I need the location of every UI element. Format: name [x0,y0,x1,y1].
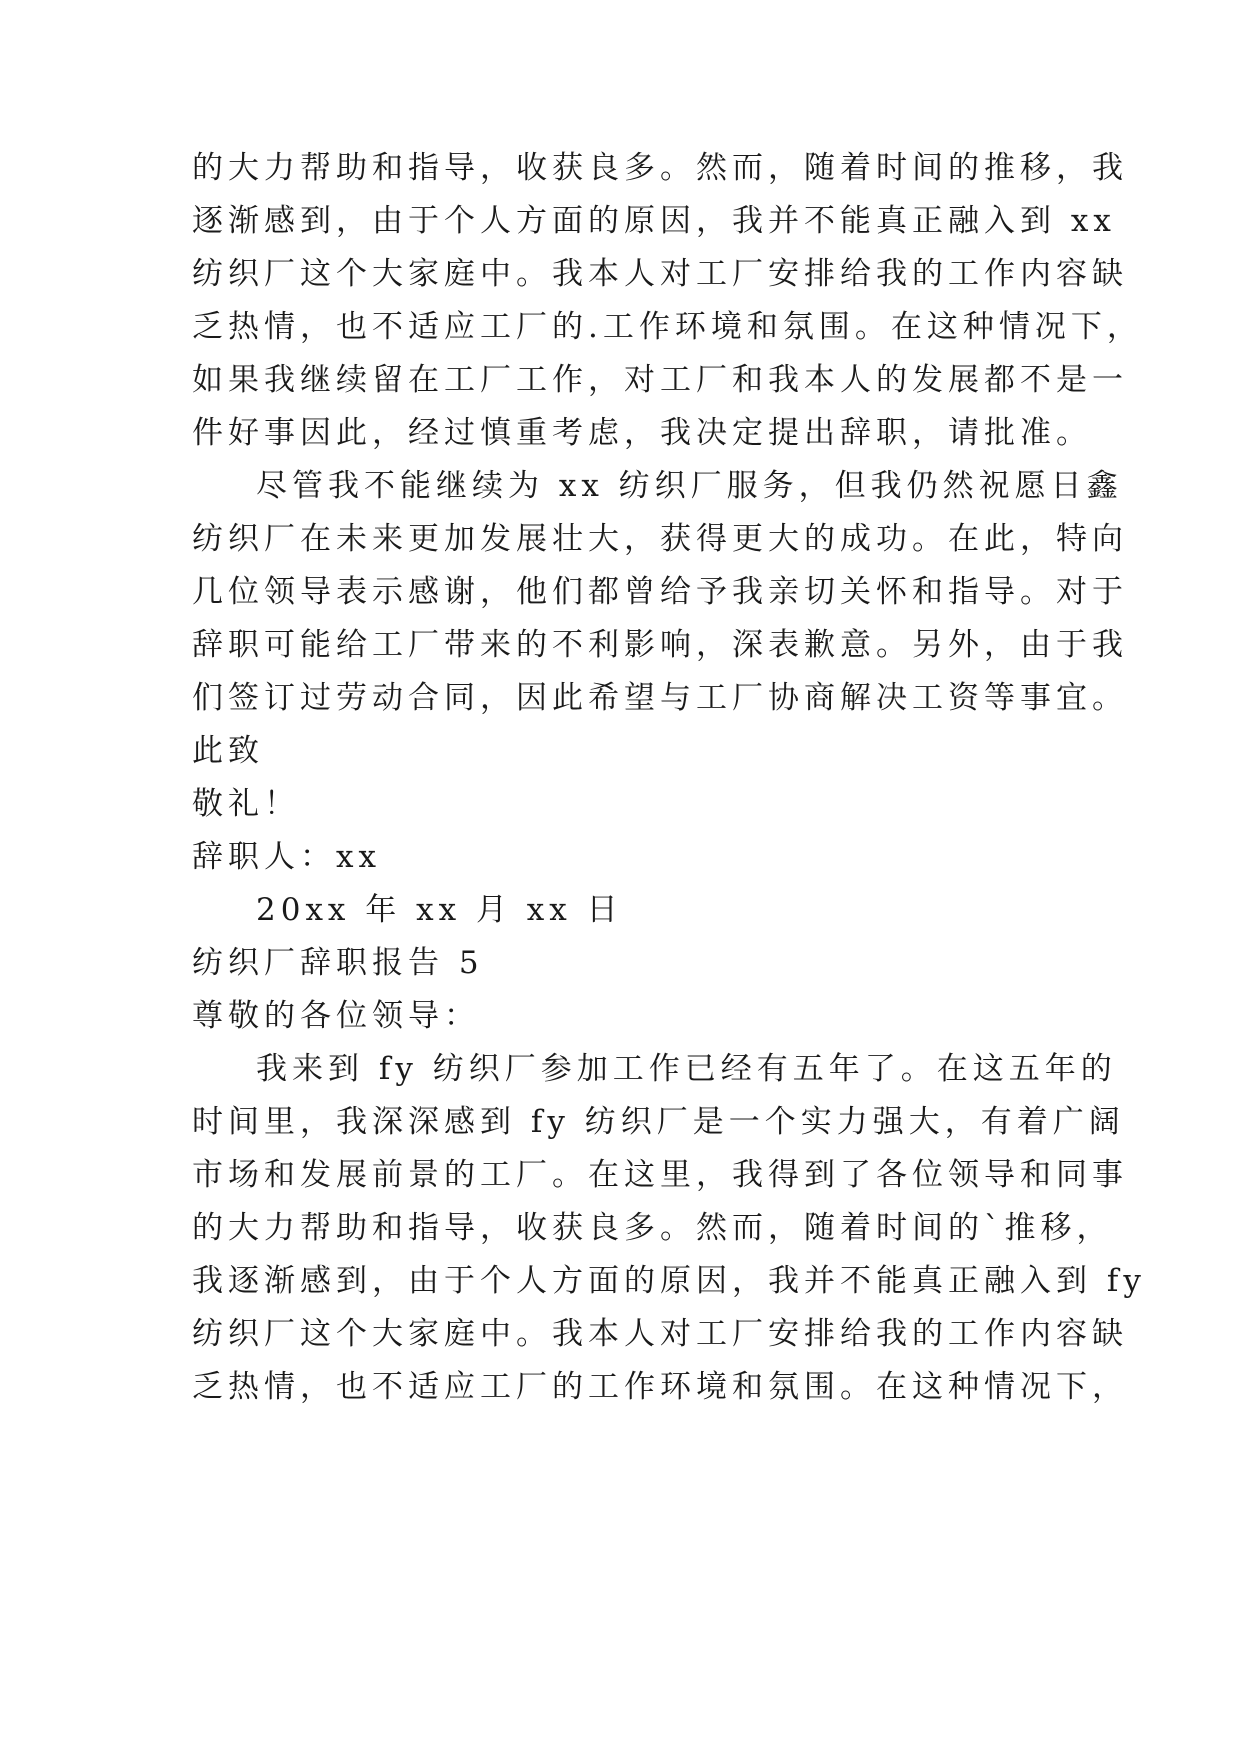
section-title: 纺织厂辞职报告 5 [192,945,484,981]
paragraph-first-line: 我来到 fy 纺织厂参加工作已经有五年了。在这五年的 [256,1051,1117,1087]
text-line: 纺织厂这个大家庭中。我本人对工厂安排给我的工作内容缺 [192,1316,1128,1352]
text-line: 逐渐感到，由于个人方面的原因，我并不能真正融入到 xx [192,203,1116,239]
closing-salutation: 此致 [192,733,264,769]
text-line: 件好事因此，经过慎重考虑，我决定提出辞职，请批准。 [192,415,1092,451]
text-line: 辞职可能给工厂带来的不利影响，深表歉意。另外，由于我 [192,627,1128,663]
text-line: 们签订过劳动合同，因此希望与工厂协商解决工资等事宜。 [192,680,1128,716]
text-line: 如果我继续留在工厂工作，对工厂和我本人的发展都不是一 [192,362,1128,398]
text-line: 我逐渐感到，由于个人方面的原因，我并不能真正融入到 fy [192,1263,1146,1299]
text-line: 的大力帮助和指导，收获良多。然而，随着时间的`推移， [192,1210,1113,1246]
text-line: 纺织厂在未来更加发展壮大，获得更大的成功。在此，特向 [192,521,1128,557]
greeting: 尊敬的各位领导： [192,998,480,1034]
closing-regards: 敬礼！ [192,786,300,822]
text-line: 几位领导表示感谢，他们都曾给予我亲切关怀和指导。对于 [192,574,1128,610]
date-line: 20xx 年 xx 月 xx 日 [256,892,623,928]
text-line: 时间里，我深深感到 fy 纺织厂是一个实力强大，有着广阔 [192,1104,1125,1140]
text-line: 市场和发展前景的工厂。在这里，我得到了各位领导和同事 [192,1157,1128,1193]
text-line: 乏热情，也不适应工厂的.工作环境和氛围。在这种情况下， [192,309,1143,345]
text-line: 乏热情，也不适应工厂的工作环境和氛围。在这种情况下， [192,1369,1128,1405]
text-line: 的大力帮助和指导，收获良多。然而，随着时间的推移，我 [192,150,1128,186]
text-line: 纺织厂这个大家庭中。我本人对工厂安排给我的工作内容缺 [192,256,1128,292]
signature-line: 辞职人：xx [192,839,381,875]
paragraph-first-line: 尽管我不能继续为 xx 纺织厂服务，但我仍然祝愿日鑫 [256,468,1123,504]
